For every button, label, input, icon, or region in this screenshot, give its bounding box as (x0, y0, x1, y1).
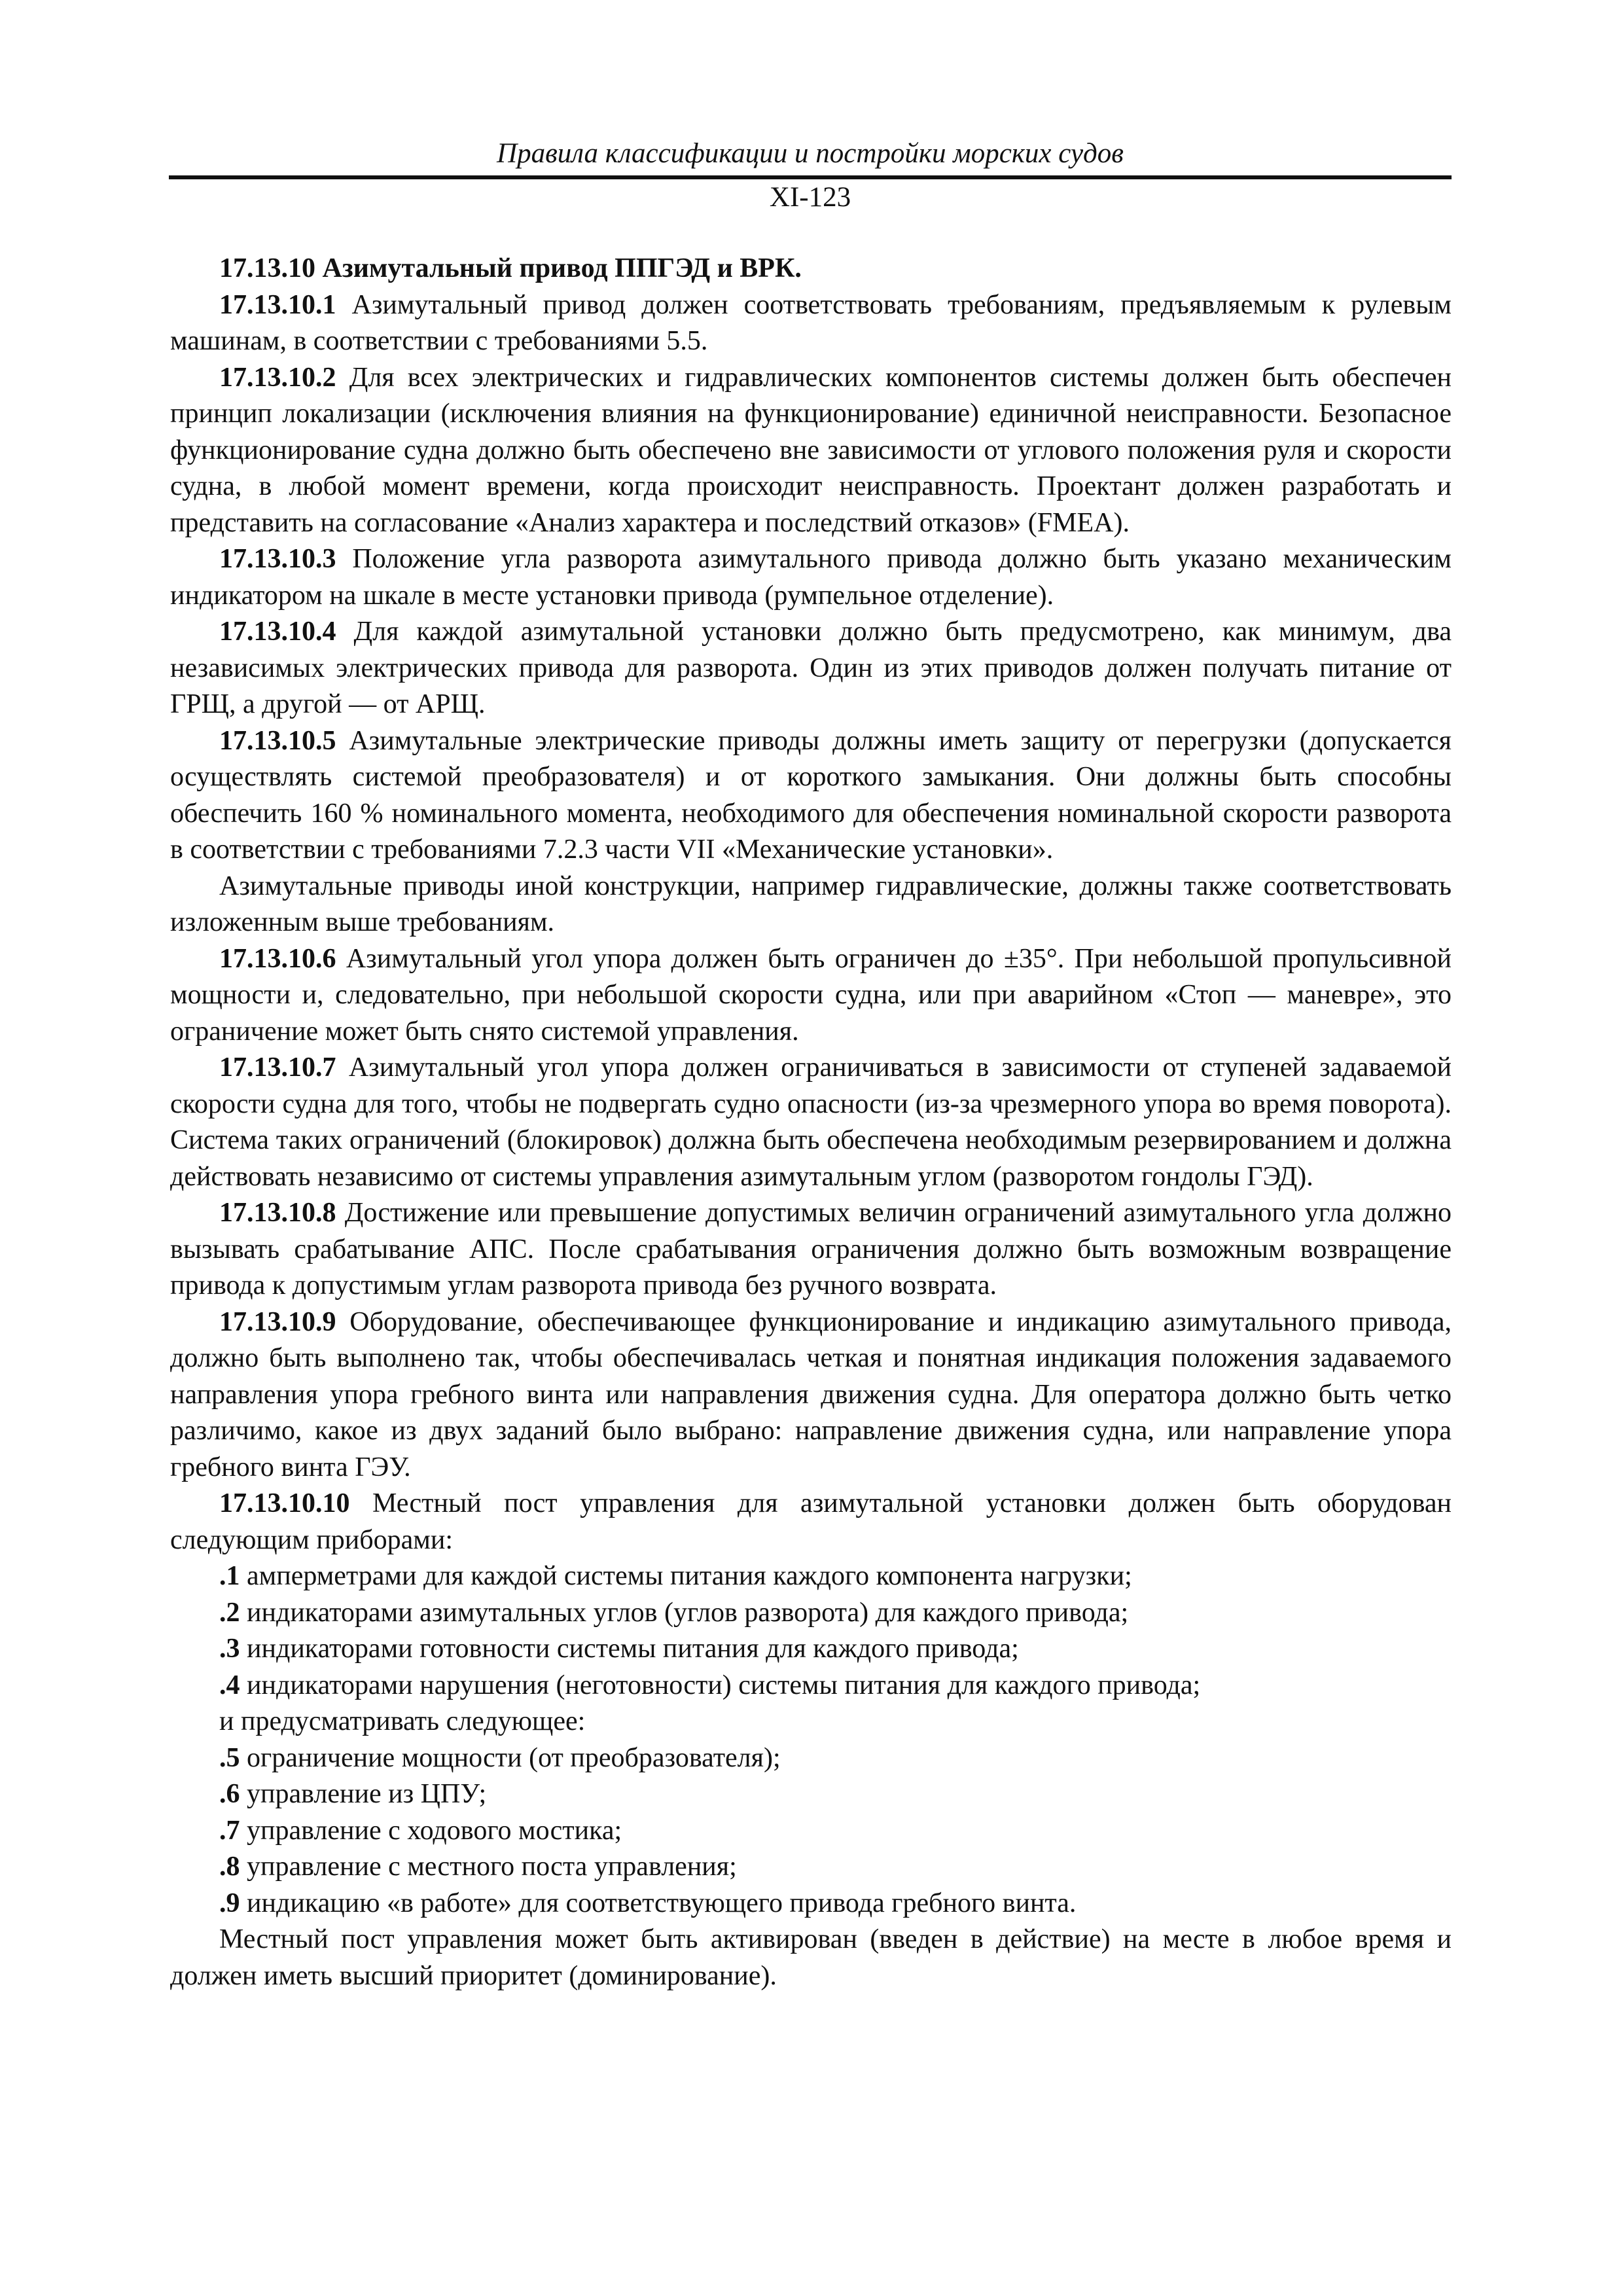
list-item-text: индикаторами готовности системы питания для каждого привода; (240, 1634, 1019, 1664)
list-item-number: .2 (219, 1597, 240, 1628)
paragraph-text: Азимутальные приводы иной конструкции, например гидравлические, должны также соответствовать изложенным выше требованиям. (170, 870, 1452, 937)
list-item (170, 1595, 1452, 1632)
paragraph-number: 17.13.10.10 (219, 1488, 350, 1518)
paragraph-text: Азимутальный привод должен соответствовать требованиям, предъявляемым к рулевым машинам, в соответствии с требованиями 5.5. (170, 289, 1452, 356)
paragraph (170, 541, 1452, 614)
list-item (170, 1849, 1452, 1886)
running-header: Правила классификации и постройки морских судов (497, 138, 1124, 169)
paragraph-text: Положение угла разворота азимутального привода должно быть указано механическим индикатором на шкале в месте установки привода (румпельное отделение). (170, 544, 1452, 611)
list-item-text: управление из ЦПУ; (240, 1779, 487, 1809)
paragraph (170, 287, 1452, 360)
list-item (170, 1740, 1452, 1777)
paragraph-text: Азимутальный угол упора должен ограничиваться в зависимости от ступеней задаваемой скорости судна для того, чтобы не подвергать судно опасности (из-за чрезмерного упора во время поворота). Система таких ограничений (блокировок) должна быть обеспечена необходимым резервированием и должна действовать независимо от системы управления азимутальным углом (разворотом гондолы ГЭД). (170, 1052, 1452, 1192)
paragraph (170, 1486, 1452, 1558)
list-item-text: индикаторами нарушения (неготовности) системы питания для каждого привода; (240, 1670, 1201, 1700)
paragraph-text: Азимутальные электрические приводы должны иметь защиту от перегрузки (допускается осуществлять системой преобразователя) и от короткого замыкания. Они должны быть способны обеспечить 160 % номинального момента, необходимого для обеспечения номинальной скорости разворота в соответствии с требованиями 7.2.3 части VII «Механические установки». (170, 725, 1452, 865)
list-item (170, 1558, 1452, 1595)
list-item-number: .9 (219, 1888, 240, 1918)
list-item-text: управление с местного поста управления; (240, 1852, 737, 1882)
paragraph-text: Для всех электрических и гидравлических компонентов системы должен быть обеспечен принцип локализации (исключения влияния на функционирование) единичной неисправности. Безопасное функционирование судна должно быть обеспечено вне зависимости от углового положения руля и скорости судна, в любой момент времени, когда происходит неисправность. Проектант должен разработать и представить на согласование «Анализ характера и последствий отказов» (FMEA). (170, 362, 1452, 538)
list-item-number: .1 (219, 1561, 240, 1591)
paragraph (170, 1195, 1452, 1304)
list-item-number: .8 (219, 1852, 240, 1882)
paragraph (170, 614, 1452, 723)
section-heading (170, 251, 1452, 287)
paragraph-number: 17.13.10.8 (219, 1198, 336, 1228)
page-number: XI-123 (769, 182, 851, 213)
document-body (170, 251, 1452, 1994)
paragraph-number: 17.13.10.9 (219, 1306, 336, 1337)
paragraph (170, 1304, 1452, 1486)
list-item (170, 1668, 1452, 1704)
paragraph-text: Оборудование, обеспечивающее функционирование и индикацию азимутального привода, должно быть выполнено так, чтобы обеспечивалась четкая и понятная индикация положения задаваемого направления упора гребного винта или направления движения судна. Для оператора должно быть четко различимо, какое из двух заданий было выбрано: направление движения судна, или направление упора гребного винта ГЭУ. (170, 1306, 1452, 1482)
section-title: Азимутальный привод ППГЭД и ВРК. (322, 253, 802, 283)
list-item-number: .6 (219, 1779, 240, 1809)
list-intro: и предусматривать следующее: (219, 1706, 586, 1736)
list-item (170, 1886, 1452, 1922)
paragraph-number: 17.13.10.4 (219, 617, 336, 647)
paragraph-text: Местный пост управления для азимутальной установки должен быть оборудован следующим приборами: (170, 1488, 1452, 1555)
section-number: 17.13.10 (219, 253, 315, 283)
list-item-number: .5 (219, 1742, 240, 1773)
paragraph-number: 17.13.10.3 (219, 544, 336, 574)
paragraph (170, 869, 1452, 941)
paragraph-text: Для каждой азимутальной установки должно быть предусмотрено, как минимум, два независимых электрических привода для разворота. Один из этих приводов должен получать питание от ГРЩ, а другой — от АРЩ. (170, 617, 1452, 719)
paragraph-number: 17.13.10.7 (219, 1052, 336, 1083)
paragraph (170, 723, 1452, 869)
paragraph-text: Азимутальный угол упора должен быть ограничен до ±35°. При небольшой пропульсивной мощности и, следовательно, при небольшой скорости судна, или при аварийном «Стоп — маневре», это ограничение может быть снято системой управления. (170, 943, 1452, 1047)
paragraph (170, 941, 1452, 1050)
final-paragraph: Местный пост управления может быть активирован (введен в действие) на месте в любое время и должен иметь высший приоритет (доминирование). (170, 1924, 1452, 1991)
list-item (170, 1631, 1452, 1668)
list-item-text: индикацию «в работе» для соответствующего привода гребного винта. (240, 1888, 1077, 1918)
list-item-text: управление с ходового мостика; (240, 1815, 622, 1846)
list-item (170, 1776, 1452, 1813)
list-item-text: индикаторами азимутальных углов (углов разворота) для каждого привода; (240, 1597, 1129, 1628)
list-item-text: ограничение мощности (от преобразователя); (240, 1742, 781, 1773)
list-item-number: .3 (219, 1634, 240, 1664)
list-item-number: .7 (219, 1815, 240, 1846)
paragraph-text: Достижение или превышение допустимых величин ограничений азимутального угла должно вызывать срабатывание АПС. После срабатывания ограничения должно быть возможным возвращение привода к допустимым углам разворота привода без ручного возврата. (170, 1198, 1452, 1300)
paragraph-number: 17.13.10.5 (219, 725, 336, 756)
list-item-text: амперметрами для каждой системы питания каждого компонента нагрузки; (240, 1561, 1132, 1591)
paragraph (170, 360, 1452, 542)
paragraph-number: 17.13.10.2 (219, 362, 336, 393)
list-item (170, 1813, 1452, 1850)
paragraph-number: 17.13.10.1 (219, 289, 336, 320)
list-item-number: .4 (219, 1670, 240, 1700)
paragraph (170, 1050, 1452, 1195)
paragraph-number: 17.13.10.6 (219, 943, 336, 974)
